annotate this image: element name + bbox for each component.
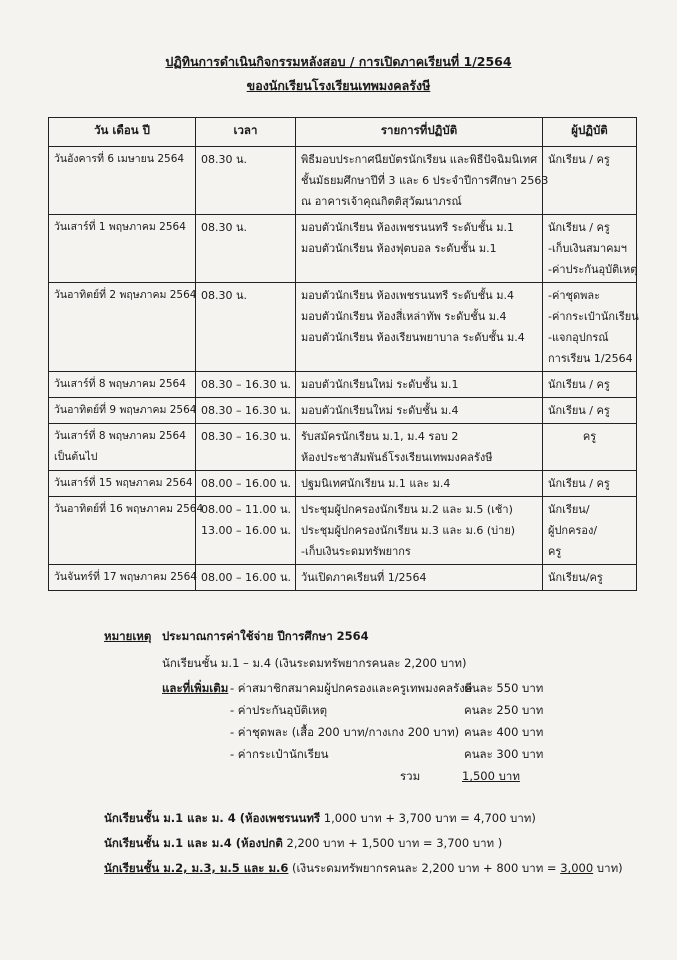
fee-item-name: - ค่าชุดพละ (เสื้อ 200 บาท/กางเกง 200 บาท) xyxy=(230,725,460,739)
schedule-table xyxy=(48,117,637,591)
fee-item-name: - ค่าสมาชิกสมาคมผู้ปกครองและครูเทพมงคลรังษี xyxy=(230,681,473,695)
table-row xyxy=(49,565,637,591)
activity-cell-line: พิธีมอบประกาศนียบัตรนักเรียน และพิธีปัจฉิมนิเทศ xyxy=(301,153,538,166)
fee-item-amount: คนละ 250 บาท xyxy=(464,703,544,717)
activity-cell-line: -เก็บเงินระดมทรัพยากร xyxy=(301,545,411,558)
header-time: เวลา xyxy=(196,118,296,147)
performer-cell xyxy=(543,497,637,565)
table-row xyxy=(49,424,637,471)
activity-cell xyxy=(296,147,549,215)
activity-cell-line: มอบตัวนักเรียน ห้องเพชรนนทรี ระดับชั้น ม.4 xyxy=(301,289,514,302)
summary-line xyxy=(104,810,536,828)
activity-cell-line: ชั้นมัธยมศึกษาปีที่ 3 และ 6 ประจำปีการศึกษา 2563 xyxy=(301,174,549,187)
summary-line xyxy=(104,860,623,878)
document-title: ปฏิทินการดำเนินกิจกรรมหลังสอบ / การเปิดภาคเรียนที่ 1/2564 xyxy=(165,54,512,69)
summary-rest: (เงินระดมทรัพยากรคนละ 2,200 บาท + 800 บาท = xyxy=(288,861,561,875)
header-performer: ผู้ปฏิบัติ xyxy=(543,118,637,147)
table-row xyxy=(49,398,637,424)
notes-heading: ประมาณการค่าใช้จ่าย ปีการศึกษา 2564 xyxy=(162,629,369,643)
time-cell-line: 08.30 – 16.30 น. xyxy=(201,378,291,391)
table-row xyxy=(49,471,637,497)
notes-levels-line: นักเรียนชั้น ม.1 – ม.4 (เงินระดมทรัพยากรคนละ 2,200 บาท) xyxy=(162,656,467,670)
time-cell xyxy=(196,147,296,215)
activity-cell-line: ห้องประชาสัมพันธ์โรงเรียนเทพมงคลรังษี xyxy=(301,451,493,464)
date-cell xyxy=(49,215,196,283)
date-cell xyxy=(49,471,196,497)
performer-cell-line: นักเรียน / ครู xyxy=(548,153,610,166)
fee-item-amount: คนละ 550 บาท xyxy=(464,681,544,695)
fee-item-amount: คนละ 400 บาท xyxy=(464,725,544,739)
schedule-body xyxy=(49,147,637,591)
date-cell-line: วันอาทิตย์ที่ 2 พฤษภาคม 2564 xyxy=(54,289,197,301)
performer-cell-line: นักเรียน/ครู xyxy=(548,571,603,584)
date-cell xyxy=(49,565,196,591)
summary-bold: นักเรียนชั้น ม.1 และ ม. 4 (ห้องเพชรนนทรี xyxy=(104,811,321,825)
summary-rest: 1,000 บาท + 3,700 บาท = 4,700 บาท) xyxy=(320,811,536,825)
activity-cell xyxy=(296,424,543,471)
activity-cell xyxy=(296,471,543,497)
performer-cell xyxy=(543,147,637,215)
date-cell-line: วันเสาร์ที่ 8 พฤษภาคม 2564 xyxy=(54,430,186,442)
performer-cell-line: นักเรียน / ครู xyxy=(548,378,610,391)
performer-cell xyxy=(543,215,637,283)
summary-rest: 2,200 บาท + 1,500 บาท = 3,700 บาท ) xyxy=(282,836,503,850)
summary-end: บาท) xyxy=(593,861,623,875)
performer-cell xyxy=(543,283,637,372)
date-cell-line: เป็นต้นไป xyxy=(54,451,98,463)
time-cell-line: 08.00 – 16.00 น. xyxy=(201,571,291,584)
time-cell-line: 08.00 – 16.00 น. xyxy=(201,477,291,490)
date-cell xyxy=(49,424,196,471)
total-label: รวม xyxy=(400,769,421,783)
table-row xyxy=(49,147,637,215)
activity-cell xyxy=(296,497,543,565)
summary-bold: นักเรียนชั้น ม.2, ม.3, ม.5 และ ม.6 xyxy=(104,861,289,875)
time-cell-line: 08.30 น. xyxy=(201,153,248,166)
date-cell xyxy=(49,283,196,372)
fee-item-name: - ค่ากระเป๋านักเรียน xyxy=(230,747,329,761)
table-row xyxy=(49,283,637,372)
time-cell-line: 08.00 – 11.00 น. xyxy=(201,503,291,516)
activity-cell-line: วันเปิดภาคเรียนที่ 1/2564 xyxy=(301,571,427,584)
summary-line xyxy=(104,835,502,853)
performer-cell xyxy=(543,398,637,424)
table-row xyxy=(49,215,637,283)
performer-cell-line: -เก็บเงินสมาคมฯ xyxy=(548,242,627,255)
activity-cell-line: ประชุมผู้ปกครองนักเรียน ม.3 และ ม.6 (บ่าย) xyxy=(301,524,516,537)
fee-item-name: - ค่าประกันอุบัติเหตุ xyxy=(230,703,328,717)
performer-cell xyxy=(543,372,637,398)
activity-cell-line: มอบตัวนักเรียน ห้องเรียนพยาบาล ระดับชั้น ม.4 xyxy=(301,331,525,344)
notes-label: หมายเหตุ xyxy=(104,629,152,643)
date-cell xyxy=(49,372,196,398)
header-activity: รายการที่ปฏิบัติ xyxy=(296,118,543,147)
time-cell xyxy=(196,215,296,283)
performer-cell-line: -ค่าชุดพละ xyxy=(548,289,601,302)
table-header-row xyxy=(49,118,637,147)
date-cell-line: วันเสาร์ที่ 1 พฤษภาคม 2564 xyxy=(54,221,186,233)
performer-cell-line: -ค่ากระเป๋านักเรียน xyxy=(548,310,639,323)
time-cell-line: 08.30 น. xyxy=(201,289,248,302)
summary-total: 3,000 xyxy=(560,861,594,875)
time-cell-line: 08.30 – 16.30 น. xyxy=(201,430,291,443)
summary-bold: นักเรียนชั้น ม.1 และ ม.4 (ห้องปกติ xyxy=(104,836,283,850)
table-row xyxy=(49,497,637,565)
performer-cell xyxy=(543,424,637,471)
activity-cell xyxy=(296,283,543,372)
time-cell xyxy=(196,471,296,497)
activity-cell xyxy=(296,398,543,424)
date-cell xyxy=(49,398,196,424)
time-cell xyxy=(196,565,296,591)
activity-cell-line: มอบตัวนักเรียน ห้องฟุตบอล ระดับชั้น ม.1 xyxy=(301,242,497,255)
performer-cell-line: ผู้ปกครอง/ xyxy=(548,524,598,537)
performer-cell-line: นักเรียน/ xyxy=(548,503,590,516)
activity-cell xyxy=(296,565,543,591)
performer-cell-line: ครู xyxy=(582,430,597,443)
time-cell-line: 08.30 – 16.30 น. xyxy=(201,404,291,417)
date-cell-line: วันอาทิตย์ที่ 9 พฤษภาคม 2564 xyxy=(54,404,197,416)
date-cell xyxy=(49,497,204,565)
notes-additional-label: และที่เพิ่มเติม xyxy=(162,681,229,695)
performer-cell-line: นักเรียน / ครู xyxy=(548,477,610,490)
activity-cell-line: ปฐมนิเทศนักเรียน ม.1 และ ม.4 xyxy=(301,477,451,490)
time-cell-line: 08.30 น. xyxy=(201,221,248,234)
activity-cell-line: ประชุมผู้ปกครองนักเรียน ม.2 และ ม.5 (เช้า) xyxy=(301,503,513,516)
time-cell xyxy=(196,283,296,372)
date-cell-line: วันอาทิตย์ที่ 16 พฤษภาคม 2564 xyxy=(54,503,204,515)
time-cell xyxy=(196,424,296,471)
time-cell xyxy=(196,372,296,398)
document-subtitle: ของนักเรียนโรงเรียนเทพมงคลรังษี xyxy=(246,78,431,93)
performer-cell xyxy=(543,565,637,591)
activity-cell-line: ณ อาคารเจ้าคุณกิตติสุวัฒนาภรณ์ xyxy=(301,195,462,208)
date-cell xyxy=(49,147,196,215)
performer-cell xyxy=(543,471,637,497)
performer-cell-line: นักเรียน / ครู xyxy=(548,221,610,234)
performer-cell-line: -แจกอุปกรณ์ xyxy=(548,331,609,344)
fee-item-amount: คนละ 300 บาท xyxy=(464,747,544,761)
date-cell-line: วันเสาร์ที่ 15 พฤษภาคม 2564 xyxy=(54,477,193,489)
activity-cell xyxy=(296,215,543,283)
performer-cell-line: -ค่าประกันอุบัติเหตุ xyxy=(548,263,638,276)
activity-cell-line: มอบตัวนักเรียน ห้องสี่เหล่าทัพ ระดับชั้น ม.4 xyxy=(301,310,507,323)
date-cell-line: วันจันทร์ที่ 17 พฤษภาคม 2564 xyxy=(54,571,197,583)
date-cell-line: วันอังคารที่ 6 เมษายน 2564 xyxy=(54,153,185,165)
table-row xyxy=(49,372,637,398)
activity-cell-line: รับสมัครนักเรียน ม.1, ม.4 รอบ 2 xyxy=(301,430,459,443)
activity-cell-line: มอบตัวนักเรียนใหม่ ระดับชั้น ม.1 xyxy=(301,378,459,391)
activity-cell xyxy=(296,372,543,398)
performer-cell-line: ครู xyxy=(548,545,562,558)
total-value: 1,500 บาท xyxy=(462,769,520,783)
time-cell xyxy=(196,398,296,424)
activity-cell-line: มอบตัวนักเรียน ห้องเพชรนนทรี ระดับชั้น ม.1 xyxy=(301,221,514,234)
time-cell-line: 13.00 – 16.00 น. xyxy=(201,524,291,537)
activity-cell-line: มอบตัวนักเรียนใหม่ ระดับชั้น ม.4 xyxy=(301,404,459,417)
date-cell-line: วันเสาร์ที่ 8 พฤษภาคม 2564 xyxy=(54,378,186,390)
header-date: วัน เดือน ปี xyxy=(49,118,196,147)
performer-cell-line: นักเรียน / ครู xyxy=(548,404,610,417)
time-cell xyxy=(196,497,296,565)
performer-cell-line: การเรียน 1/2564 xyxy=(548,352,633,365)
